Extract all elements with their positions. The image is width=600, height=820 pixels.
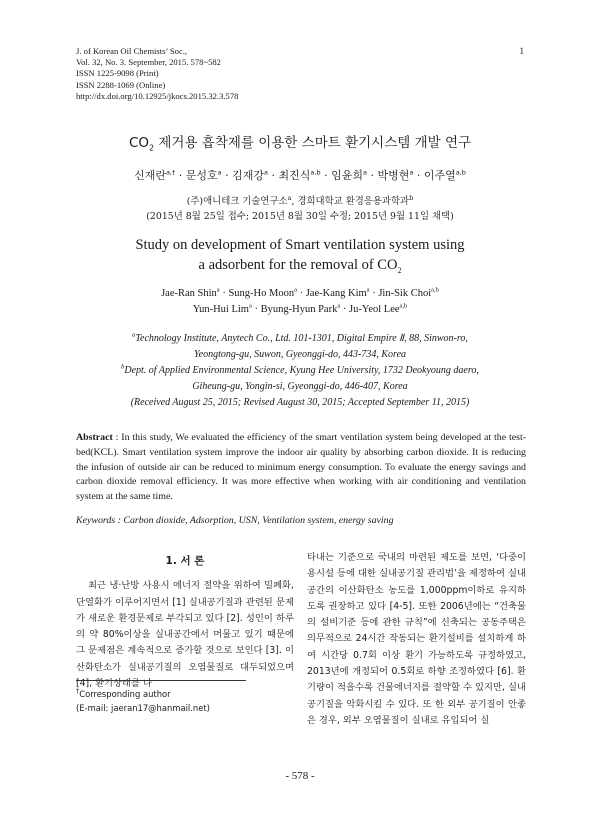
title-text: CO (128, 135, 149, 151)
body-paragraph: 타내는 기준으로 국내의 마련된 제도를 보면, ‘다중이용시설 등에 대한 실내공기질 관리법’을 제정하여 실내공간의 이산화탄소 농도를 1,000ppm이하로 유지하도록 권장하고 있다 [4-5]. 또한 2006년에는 “건축물의 설비기준 등에 관한 규칙”에 신축되는 공동주택은 의무적으로 24시간 작동되는 환기설비를 설치하게 하여 시간당 0.7회 이상 환기 가능하도록 규정하였고, 2013년에 개정되어 0.5회로 하향 조정하였다 [6]. 환기량이 적을수록 건물에너지를 절약할 수 있지만, 실내공기질을 악화시킬 수 있다. 또 한 외부 공기질이 안좋은 경우, 외부 오염물질이 실내로 유입되어 실 (307, 552, 526, 726)
author: 김재강$^a$ (232, 168, 269, 182)
keywords: Keywords : Carbon dioxide, Adsorption, USN, Ventilation system, energy saving (76, 515, 394, 526)
author: Jae-Kang Kim$^a$ (305, 286, 370, 299)
footnote: †Corresponding author (E-mail: jaeran17@hanmail.net) (76, 687, 210, 713)
author: 박병현$^a$ (377, 168, 414, 182)
footer-page-number: - 578 - (285, 770, 315, 782)
body-paragraph: 최근 냉·난방 사용시 에너지 절약을 위하여 밀폐화, 단열화가 이루어지면서 [1] 실내공기질과 관련된 문제가 새로운 환경문제로 부각되고 있다 [2]. 성인이 하루의 약 80%이상을 실내공간에서 머물고 있기 때문에 그 문제점은 계속적으로 증가할 것으로 보인다 [3]. 이산화탄소가 실내공기질의 오염물질로 대두되었으며[4], 환기상태를 나 (76, 580, 294, 690)
journal-line: ISSN 1225-9098 (Print) (76, 68, 159, 79)
author: Byung-Hyun Park$^a$ (260, 302, 341, 315)
english-affiliations: $^a$Technology Institute, Anytech Co., Ltd. 101-1301, Digital Empire Ⅱ, 88, Sinwon-ro, Yeongtong-gu, Suwon, Gyeonggi-do, 443-734, Korea $^b$Dept. of Applied Environmental Science, Kyung Hee University, 1732 Deokyoung daero, Giheung-gu, Yongin-si, Gyeonggi-do, 446-407, Korea (Received August 25, 2015; Revised August 30, 2015; Accepted September 11, 2015) (0, 331, 600, 411)
author: Yun-Hui Lim$^a$ (192, 302, 252, 315)
author: Jae-Ran Shin$^a$ (161, 286, 220, 299)
section-heading: 1. 서 론 (165, 555, 205, 567)
english-authors: Jae-Ran Shin$^a$ · Sung-Ho Moon$^a$ · Jae-Kang Kim$^a$ · Jin-Sik Choi$^{a,b}$ Yun-Hui Lim$^a$ · Byung-Hyun Park$^a$ · Ju-Yeol Lee$^{a,b}$ (161, 286, 439, 315)
korean-authors: 신재란$^{a,\dagger}$ · 문성호$^a$ · 김재강$^a$ · 최진식$^{a,b}$ · 임윤희$^a$ · 박병현$^a$ · 이주열$^{a,b}$ (134, 168, 466, 182)
title-text: 제거용 흡착제를 이용한 스마트 환기시스템 개발 연구 (154, 135, 472, 151)
doi-link[interactable]: http://dx.doi.org/10.12925/jkocs.2015.32.3.578 (76, 90, 239, 101)
korean-dates: (2015년 8월 25일 접수; 2015년 8월 30일 수정; 2015년 9월 11일 채택) (146, 211, 454, 222)
right-column (307, 550, 526, 729)
journal-line: Vol. 32, No. 3. September, 2015. 578~582 (76, 57, 221, 68)
page-number: 1 (519, 46, 524, 56)
title-subscript: 2 (149, 143, 155, 153)
footnote-divider (76, 680, 246, 681)
footnote-email: (E-mail: jaeran17@hanmail.net) (76, 703, 210, 713)
journal-info (76, 46, 238, 102)
korean-affiliation: (주)애니테크 기술연구소$^a$, 경희대학교 환경응용과학과$^b$ (2015년 8월 25일 접수; 2015년 8월 30일 수정; 2015년 9월 11일 채택) (0, 194, 600, 224)
author: Jin-Sik Choi$^{a,b}$ (378, 286, 439, 299)
english-dates: (Received August 25, 2015; Revised August 30, 2015; Accepted September 11, 2015) (130, 397, 470, 408)
author: 최진식$^{a,b}$ (278, 168, 321, 182)
author: 임윤희$^a$ (331, 168, 367, 182)
journal-line: J. of Korean Oil Chemists’ Soc., (76, 46, 188, 56)
journal-line: ISSN 2288-1069 (Online) (76, 79, 166, 90)
author: Ju-Yeol Lee$^{a,b}$ (348, 302, 408, 315)
author: Sung-Ho Moon$^a$ (228, 286, 297, 299)
abstract-label: Abstract (76, 432, 113, 443)
author: 문성호$^a$ (185, 168, 222, 182)
left-column (76, 553, 294, 692)
author: 신재란$^{a,\dagger}$ (134, 168, 176, 182)
author: 이주열$^{a,b}$ (423, 168, 466, 182)
korean-title (0, 131, 600, 151)
english-title: Study on development of Smart ventilation system using a adsorbent for the removal of $CO_2$ (135, 237, 465, 275)
abstract (76, 431, 526, 505)
abstract-text: : In this study, We evaluated the efficiency of the smart ventilation system being developed at the test-bed(KCL). Smart ventilation system improve the indoor air quality by absorbing carbon dioxide. It is reducing the infusion of outside air can be reduced to minimum energy consumption. To evaluate the energy savings and carbon dioxide removal efficiency. It was more effective when working with air conditioning and ventilation system at the same time. (76, 432, 526, 503)
